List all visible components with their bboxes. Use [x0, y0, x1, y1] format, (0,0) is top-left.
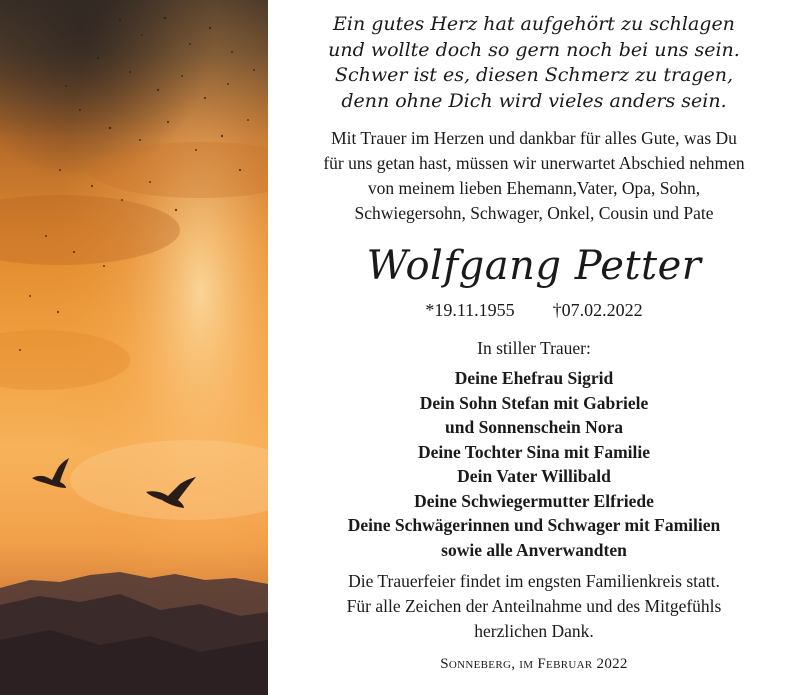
family-member: Deine Schwägerinnen und Schwager mit Familien: [347, 515, 721, 535]
family-member: Dein Vater Willibald: [457, 466, 611, 486]
family-member: Deine Schwiegermutter Elfriede: [414, 490, 654, 511]
closing-line: Für alle Zeichen der Anteilnahme und des Mitgefühls: [346, 596, 722, 616]
poem-line: Schwer ist es, diesen Schmerz zu tragen,: [334, 64, 734, 86]
mourning-heading: In stiller Trauer:: [477, 338, 591, 358]
intro-line: Mit Trauer im Herzen und dankbar für alles Gute, was Du: [331, 128, 737, 148]
intro-line: Schwiegersohn, Schwager, Onkel, Cousin und Pate: [354, 203, 714, 223]
family-member: und Sonnenschein Nora: [445, 417, 623, 437]
poem-line: denn ohne Dich wird vieles anders sein.: [341, 89, 727, 112]
birth-symbol: *: [425, 300, 435, 320]
family-member: sowie alle Anverwandten: [441, 539, 627, 560]
intro-line: für uns getan hast, müssen wir unerwartet Abschied nehmen: [323, 153, 745, 173]
family-list: [268, 366, 800, 562]
poem: [268, 12, 800, 114]
intro-text: [268, 126, 800, 226]
birth-date: 19.11.1955: [434, 300, 515, 320]
death-symbol: †: [552, 300, 562, 320]
intro-line: von meinem lieben Ehemann,Vater, Opa, Sohn,: [367, 178, 701, 198]
death-date: 07.02.2022: [561, 300, 643, 320]
sunset-photo: [0, 0, 268, 695]
deceased-name: Wolfgang Petter: [366, 243, 702, 289]
closing-line: herzlichen Dank.: [474, 621, 594, 641]
life-dates: [268, 298, 800, 322]
poem-line: Ein gutes Herz hat aufgehört zu schlagen: [333, 13, 735, 35]
family-member: Deine Ehefrau Sigrid: [454, 368, 614, 388]
notice-text: [268, 0, 800, 695]
closing-line: Die Trauerfeier findet im engsten Familienkreis statt.: [348, 571, 720, 591]
family-member: Dein Sohn Stefan mit Gabriele: [419, 392, 649, 413]
closing-text: [268, 569, 800, 644]
poem-line: und wollte doch so gern noch bei uns sein.: [328, 38, 740, 61]
place-and-date: Sonneberg, im Februar 2022: [440, 656, 628, 672]
family-member: Deine Tochter Sina mit Familie: [417, 441, 651, 462]
